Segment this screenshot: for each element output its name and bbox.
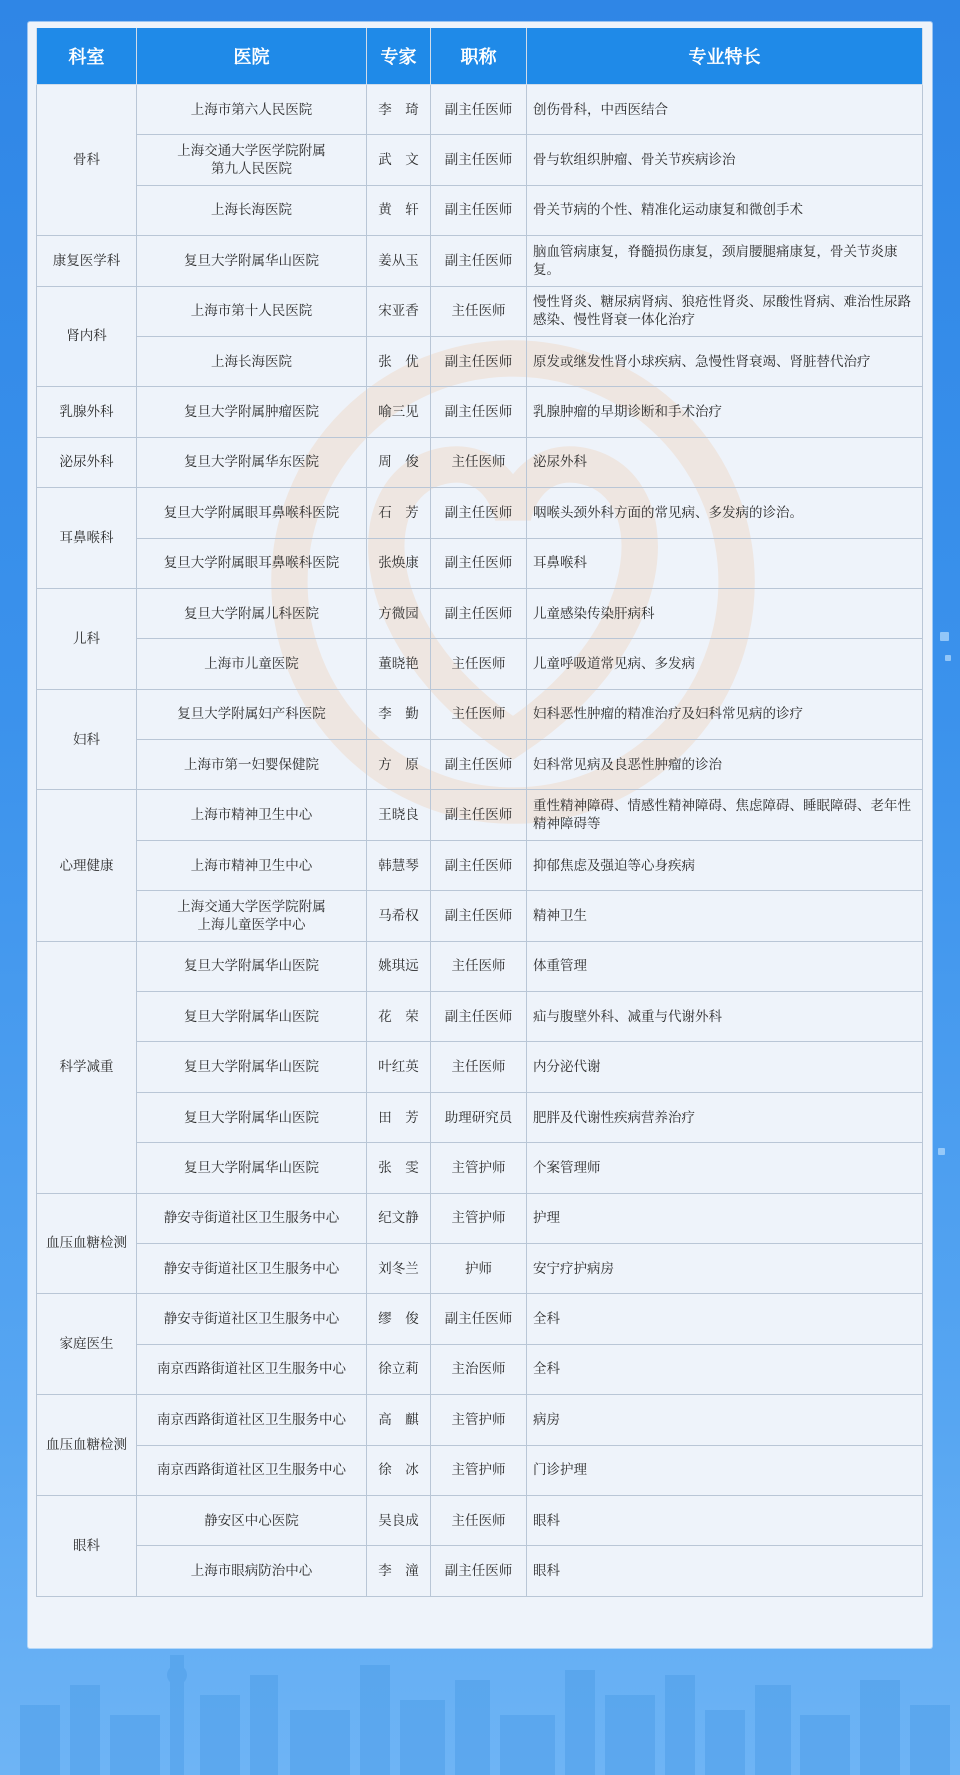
hospital-cell: 上海交通大学医学院附属 上海儿童医学中心	[137, 891, 367, 941]
expert-cell: 方微园	[367, 588, 431, 638]
specialty-cell: 骨关节病的个性、精准化运动康复和微创手术	[527, 185, 923, 235]
expert-cell: 李 潼	[367, 1546, 431, 1596]
expert-schedule-table	[36, 28, 923, 1597]
hospital-cell: 上海交通大学医学院附属 第九人民医院	[137, 135, 367, 185]
title-cell: 主任医师	[431, 689, 527, 739]
specialty-cell: 创伤骨科，中西医结合	[527, 85, 923, 135]
expert-cell: 张 雯	[367, 1143, 431, 1193]
department-cell: 血压血糖检测	[37, 1395, 137, 1496]
table-row	[37, 840, 923, 890]
title-cell: 主任医师	[431, 639, 527, 689]
specialty-cell: 安宁疗护病房	[527, 1243, 923, 1293]
hospital-cell: 复旦大学附属肿瘤医院	[137, 387, 367, 437]
table-row	[37, 1243, 923, 1293]
specialty-cell: 慢性肾炎、糖尿病肾病、狼疮性肾炎、尿酸性肾病、难治性尿路感染、慢性肾衰一体化治疗	[527, 286, 923, 336]
title-cell: 助理研究员	[431, 1092, 527, 1142]
title-cell: 副主任医师	[431, 891, 527, 941]
table-row	[37, 185, 923, 235]
title-cell: 副主任医师	[431, 85, 527, 135]
hospital-cell: 复旦大学附属华东医院	[137, 437, 367, 487]
expert-cell: 姜从玉	[367, 236, 431, 286]
header-expert: 专家	[367, 28, 431, 85]
specialty-cell: 病房	[527, 1395, 923, 1445]
specialty-cell: 泌尿外科	[527, 437, 923, 487]
title-cell: 副主任医师	[431, 790, 527, 840]
department-cell: 妇科	[37, 689, 137, 790]
specialty-cell: 眼科	[527, 1546, 923, 1596]
table-row	[37, 891, 923, 941]
specialty-cell: 原发或继发性肾小球疾病、急慢性肾衰竭、肾脏替代治疗	[527, 336, 923, 386]
table-row	[37, 941, 923, 991]
title-cell: 主管护师	[431, 1143, 527, 1193]
expert-cell: 马希权	[367, 891, 431, 941]
expert-cell: 张 优	[367, 336, 431, 386]
hospital-cell: 南京西路街道社区卫生服务中心	[137, 1445, 367, 1495]
specialty-cell: 全科	[527, 1294, 923, 1344]
table-row	[37, 488, 923, 538]
hospital-cell: 复旦大学附属华山医院	[137, 992, 367, 1042]
expert-cell: 高 麒	[367, 1395, 431, 1445]
hospital-cell: 复旦大学附属华山医院	[137, 236, 367, 286]
expert-cell: 韩慧琴	[367, 840, 431, 890]
expert-cell: 董晓艳	[367, 639, 431, 689]
hospital-cell: 复旦大学附属眼耳鼻喉科医院	[137, 538, 367, 588]
hospital-cell: 静安寺街道社区卫生服务中心	[137, 1193, 367, 1243]
department-cell: 耳鼻喉科	[37, 488, 137, 589]
hospital-cell: 上海市第十人民医院	[137, 286, 367, 336]
table-row	[37, 236, 923, 286]
specialty-cell: 耳鼻喉科	[527, 538, 923, 588]
expert-cell: 徐 冰	[367, 1445, 431, 1495]
expert-cell: 田 芳	[367, 1092, 431, 1142]
specialty-cell: 护理	[527, 1193, 923, 1243]
table-row	[37, 1294, 923, 1344]
title-cell: 主治医师	[431, 1344, 527, 1394]
table-row	[37, 538, 923, 588]
department-cell: 儿科	[37, 588, 137, 689]
hospital-cell: 南京西路街道社区卫生服务中心	[137, 1395, 367, 1445]
schedule-panel	[28, 22, 932, 1648]
specialty-cell: 儿童感染传染肝病科	[527, 588, 923, 638]
table-row	[37, 992, 923, 1042]
title-cell: 护师	[431, 1243, 527, 1293]
specialty-cell: 全科	[527, 1344, 923, 1394]
table-row	[37, 336, 923, 386]
header-hospital: 医院	[137, 28, 367, 85]
decor-square	[945, 655, 951, 661]
specialty-cell: 妇科恶性肿瘤的精准治疗及妇科常见病的诊疗	[527, 689, 923, 739]
header-department: 科室	[37, 28, 137, 85]
title-cell: 主管护师	[431, 1395, 527, 1445]
title-cell: 副主任医师	[431, 387, 527, 437]
expert-cell: 李 勤	[367, 689, 431, 739]
title-cell: 主任医师	[431, 1495, 527, 1545]
table-row	[37, 1143, 923, 1193]
specialty-cell: 精神卫生	[527, 891, 923, 941]
hospital-cell: 复旦大学附属妇产科医院	[137, 689, 367, 739]
hospital-cell: 复旦大学附属儿科医院	[137, 588, 367, 638]
decor-square	[938, 1148, 945, 1155]
hospital-cell: 上海市眼病防治中心	[137, 1546, 367, 1596]
expert-cell: 周 俊	[367, 437, 431, 487]
hospital-cell: 复旦大学附属华山医院	[137, 1143, 367, 1193]
table-row	[37, 639, 923, 689]
title-cell: 副主任医师	[431, 236, 527, 286]
department-cell: 科学减重	[37, 941, 137, 1193]
expert-cell: 黄 轩	[367, 185, 431, 235]
hospital-cell: 复旦大学附属华山医院	[137, 1092, 367, 1142]
table-row	[37, 689, 923, 739]
title-cell: 副主任医师	[431, 185, 527, 235]
department-cell: 骨科	[37, 85, 137, 236]
hospital-cell: 复旦大学附属华山医院	[137, 1042, 367, 1092]
specialty-cell: 门诊护理	[527, 1445, 923, 1495]
hospital-cell: 静安寺街道社区卫生服务中心	[137, 1294, 367, 1344]
title-cell: 副主任医师	[431, 538, 527, 588]
specialty-cell: 疝与腹壁外科、减重与代谢外科	[527, 992, 923, 1042]
expert-cell: 石 芳	[367, 488, 431, 538]
table-row	[37, 1395, 923, 1445]
expert-cell: 张焕康	[367, 538, 431, 588]
hospital-cell: 上海市精神卫生中心	[137, 840, 367, 890]
specialty-cell: 个案管理师	[527, 1143, 923, 1193]
table-row	[37, 135, 923, 185]
expert-cell: 纪文静	[367, 1193, 431, 1243]
title-cell: 副主任医师	[431, 135, 527, 185]
table-body	[37, 85, 923, 1597]
table-row	[37, 1546, 923, 1596]
table-row	[37, 1445, 923, 1495]
expert-cell: 缪 俊	[367, 1294, 431, 1344]
specialty-cell: 妇科常见病及良恶性肿瘤的诊治	[527, 740, 923, 790]
specialty-cell: 体重管理	[527, 941, 923, 991]
expert-cell: 叶红英	[367, 1042, 431, 1092]
table-row	[37, 1042, 923, 1092]
title-cell: 副主任医师	[431, 1546, 527, 1596]
table-row	[37, 1495, 923, 1545]
hospital-cell: 上海市精神卫生中心	[137, 790, 367, 840]
expert-cell: 李 琦	[367, 85, 431, 135]
specialty-cell: 重性精神障碍、情感性精神障碍、焦虑障碍、睡眠障碍、老年性精神障碍等	[527, 790, 923, 840]
expert-cell: 方 原	[367, 740, 431, 790]
table-row	[37, 85, 923, 135]
specialty-cell: 乳腺肿瘤的早期诊断和手术治疗	[527, 387, 923, 437]
header-title: 职称	[431, 28, 527, 85]
hospital-cell: 上海市儿童医院	[137, 639, 367, 689]
title-cell: 副主任医师	[431, 992, 527, 1042]
department-cell: 泌尿外科	[37, 437, 137, 487]
table-row	[37, 588, 923, 638]
title-cell: 副主任医师	[431, 1294, 527, 1344]
specialty-cell: 咽喉头颈外科方面的常见病、多发病的诊治。	[527, 488, 923, 538]
department-cell: 心理健康	[37, 790, 137, 941]
department-cell: 眼科	[37, 1495, 137, 1596]
department-cell: 肾内科	[37, 286, 137, 387]
title-cell: 副主任医师	[431, 588, 527, 638]
specialty-cell: 儿童呼吸道常见病、多发病	[527, 639, 923, 689]
title-cell: 副主任医师	[431, 488, 527, 538]
table-header-row	[37, 28, 923, 85]
header-specialty: 专业特长	[527, 28, 923, 85]
specialty-cell: 抑郁焦虑及强迫等心身疾病	[527, 840, 923, 890]
hospital-cell: 静安寺街道社区卫生服务中心	[137, 1243, 367, 1293]
expert-cell: 刘冬兰	[367, 1243, 431, 1293]
specialty-cell: 骨与软组织肿瘤、骨关节疾病诊治	[527, 135, 923, 185]
expert-cell: 宋亚香	[367, 286, 431, 336]
table-row	[37, 1092, 923, 1142]
table-row	[37, 790, 923, 840]
expert-cell: 王晓良	[367, 790, 431, 840]
table-row	[37, 387, 923, 437]
expert-cell: 喻三见	[367, 387, 431, 437]
specialty-cell: 内分泌代谢	[527, 1042, 923, 1092]
specialty-cell: 眼科	[527, 1495, 923, 1545]
title-cell: 副主任医师	[431, 740, 527, 790]
hospital-cell: 上海市第六人民医院	[137, 85, 367, 135]
title-cell: 副主任医师	[431, 336, 527, 386]
department-cell: 康复医学科	[37, 236, 137, 286]
expert-cell: 姚琪远	[367, 941, 431, 991]
department-cell: 家庭医生	[37, 1294, 137, 1395]
title-cell: 主管护师	[431, 1193, 527, 1243]
title-cell: 主任医师	[431, 286, 527, 336]
title-cell: 主任医师	[431, 1042, 527, 1092]
expert-cell: 吴良成	[367, 1495, 431, 1545]
hospital-cell: 上海长海医院	[137, 336, 367, 386]
department-cell: 乳腺外科	[37, 387, 137, 437]
title-cell: 副主任医师	[431, 840, 527, 890]
table-row	[37, 1344, 923, 1394]
title-cell: 主管护师	[431, 1445, 527, 1495]
hospital-cell: 上海市第一妇婴保健院	[137, 740, 367, 790]
title-cell: 主任医师	[431, 941, 527, 991]
hospital-cell: 复旦大学附属眼耳鼻喉科医院	[137, 488, 367, 538]
hospital-cell: 复旦大学附属华山医院	[137, 941, 367, 991]
title-cell: 主任医师	[431, 437, 527, 487]
expert-cell: 武 文	[367, 135, 431, 185]
table-row	[37, 286, 923, 336]
hospital-cell: 上海长海医院	[137, 185, 367, 235]
table-row	[37, 437, 923, 487]
table-row	[37, 1193, 923, 1243]
specialty-cell: 肥胖及代谢性疾病营养治疗	[527, 1092, 923, 1142]
expert-cell: 花 荣	[367, 992, 431, 1042]
department-cell: 血压血糖检测	[37, 1193, 137, 1294]
table-row	[37, 740, 923, 790]
hospital-cell: 静安区中心医院	[137, 1495, 367, 1545]
expert-cell: 徐立莉	[367, 1344, 431, 1394]
hospital-cell: 南京西路街道社区卫生服务中心	[137, 1344, 367, 1394]
specialty-cell: 脑血管病康复，脊髓损伤康复，颈肩腰腿痛康复，骨关节炎康复。	[527, 236, 923, 286]
decor-square	[940, 632, 949, 641]
